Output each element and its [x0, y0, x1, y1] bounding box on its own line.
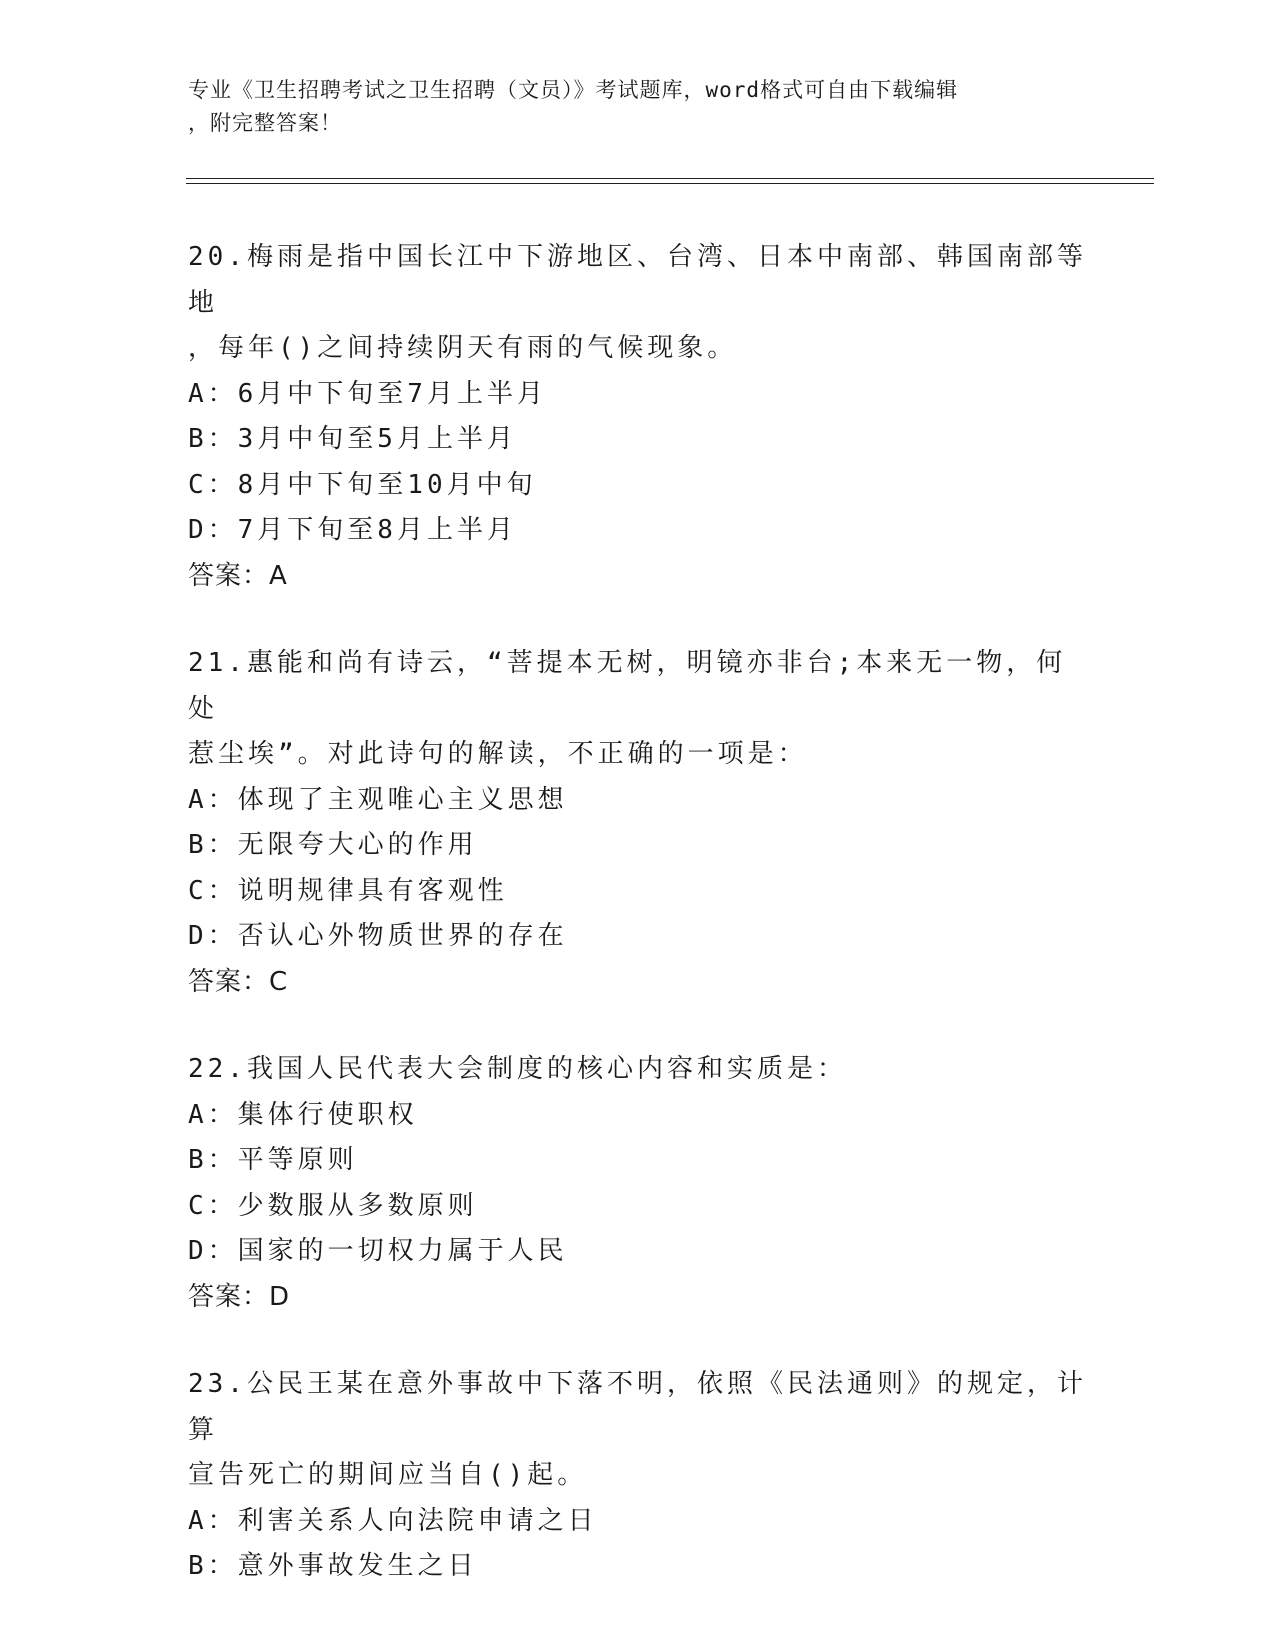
header-divider-top	[186, 178, 1154, 179]
answer-label: 答案：D	[188, 1281, 291, 1312]
question-23	[188, 1362, 1088, 1590]
question-stem-line: 22.我国人民代表大会制度的核心内容和实质是：	[188, 1054, 847, 1084]
option-d: D：国家的一切权力属于人民	[188, 1236, 568, 1266]
option-d: D：7月下旬至8月上半月	[188, 515, 517, 545]
header-line-1: 专业《卫生招聘考试之卫生招聘（文员）》考试题库，word格式可自由下载编辑	[188, 78, 959, 102]
question-stem-line: 20.梅雨是指中国长江中下游地区、台湾、日本中南部、韩国南部等地	[188, 242, 1087, 318]
question-stem-line: 惹尘埃”。对此诗句的解读，不正确的一项是：	[188, 739, 808, 769]
answer-label: 答案：A	[188, 560, 288, 591]
header-line-2: ，附完整答案！	[188, 111, 342, 135]
option-d: D：否认心外物质世界的存在	[188, 921, 568, 951]
question-stem-line: 21.惠能和尚有诗云，“菩提本无树，明镜亦非台;本来无一物，何处	[188, 648, 1067, 724]
question-stem-line: ，每年()之间持续阴天有雨的气候现象。	[188, 333, 738, 363]
option-b: B：无限夸大心的作用	[188, 830, 478, 860]
option-b: B：意外事故发生之日	[188, 1551, 478, 1581]
question-20	[188, 235, 1088, 599]
option-c: C：8月中下旬至10月中旬	[188, 469, 537, 500]
option-c: C：说明规律具有客观性	[188, 875, 508, 906]
option-a: A：6月中下旬至7月上半月	[188, 378, 547, 409]
option-a: A：体现了主观唯心主义思想	[188, 784, 568, 815]
option-a: A：集体行使职权	[188, 1099, 418, 1130]
question-list	[188, 235, 1088, 1632]
option-b: B：3月中旬至5月上半月	[188, 424, 517, 454]
option-a: A：利害关系人向法院申请之日	[188, 1505, 598, 1536]
question-stem-line: 23.公民王某在意外事故中下落不明，依照《民法通则》的规定，计算	[188, 1369, 1087, 1445]
option-b: B：平等原则	[188, 1145, 358, 1175]
document-header	[188, 74, 1088, 140]
answer-label: 答案：C	[188, 966, 289, 997]
question-21	[188, 641, 1088, 1005]
header-divider-bottom	[186, 183, 1154, 184]
question-22	[188, 1047, 1088, 1320]
option-c: C：少数服从多数原则	[188, 1190, 478, 1221]
question-stem-line: 宣告死亡的期间应当自()起。	[188, 1460, 588, 1490]
